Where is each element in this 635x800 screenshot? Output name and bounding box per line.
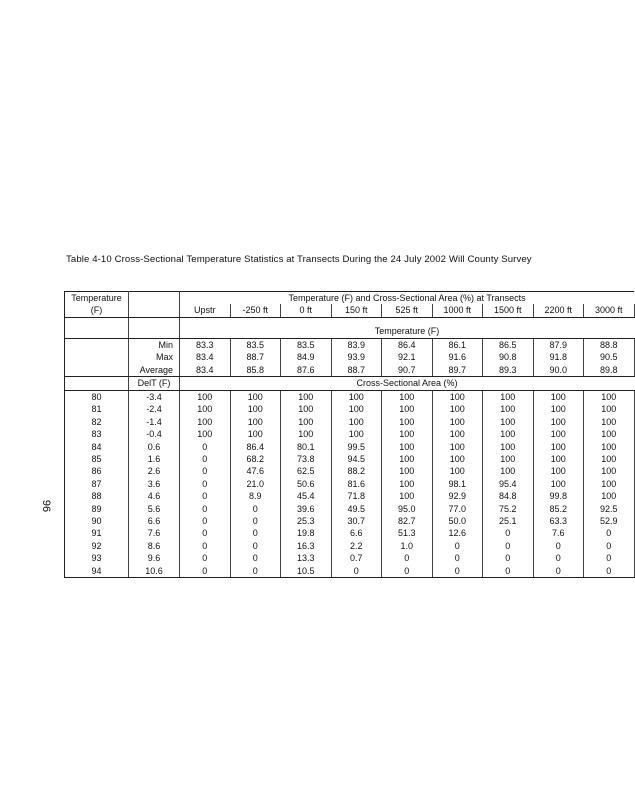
area-value: 25.3 [281, 515, 332, 527]
area-value: 0 [584, 565, 635, 578]
area-row-delt: 9.6 [129, 552, 180, 564]
area-value: 100 [331, 391, 382, 404]
area-value: 0 [533, 552, 584, 564]
column-header: -250 ft [230, 304, 281, 317]
area-value: 30.7 [331, 515, 382, 527]
area-value: 0 [180, 503, 231, 515]
stat-value: 83.5 [281, 339, 332, 352]
area-value: 0 [483, 528, 534, 540]
area-value: 100 [432, 453, 483, 465]
temperature-stat-row [65, 339, 635, 352]
area-value: 12.6 [432, 528, 483, 540]
area-value: 99.8 [533, 490, 584, 502]
area-value: 0 [230, 565, 281, 578]
area-row [65, 416, 635, 428]
stat-value: 90.5 [584, 352, 635, 364]
spacer-row [65, 317, 635, 326]
area-value: 100 [382, 404, 433, 416]
stat-value: 83.4 [180, 364, 231, 377]
area-row-temperature: 84 [65, 441, 129, 453]
area-value: 100 [281, 404, 332, 416]
empty-cell [65, 364, 129, 377]
area-value: 100 [584, 466, 635, 478]
stat-value: 89.7 [432, 364, 483, 377]
area-value: 100 [533, 404, 584, 416]
area-row-delt: -3.4 [129, 391, 180, 404]
area-row [65, 503, 635, 515]
stat-value: 83.5 [230, 339, 281, 352]
temperature-stat-row [65, 352, 635, 364]
area-value: 8.9 [230, 490, 281, 502]
area-row [65, 565, 635, 578]
area-row [65, 391, 635, 404]
area-value: 100 [230, 391, 281, 404]
area-row [65, 552, 635, 564]
area-value: 82.7 [382, 515, 433, 527]
stat-value: 90.8 [483, 352, 534, 364]
column-header: 3000 ft [584, 304, 635, 317]
area-value: 100 [432, 466, 483, 478]
area-row-temperature: 92 [65, 540, 129, 552]
area-row-delt: 3.6 [129, 478, 180, 490]
area-value: 100 [432, 429, 483, 441]
area-value: 100 [584, 453, 635, 465]
area-row-delt: 4.6 [129, 490, 180, 502]
table-caption: Table 4-10 Cross-Sectional Temperature Statistics at Transects During the 24 July 2002 Will County Survey [66, 254, 532, 265]
page-number: 96 [40, 499, 53, 513]
area-row-delt: -0.4 [129, 429, 180, 441]
area-row-delt: 8.6 [129, 540, 180, 552]
area-row-temperature: 85 [65, 453, 129, 465]
area-row [65, 540, 635, 552]
area-value: 100 [584, 478, 635, 490]
area-row-temperature: 93 [65, 552, 129, 564]
area-value: 100 [584, 490, 635, 502]
area-value: 0 [584, 528, 635, 540]
area-value: 0 [483, 552, 534, 564]
area-row-delt: 1.6 [129, 453, 180, 465]
area-value: 0 [382, 552, 433, 564]
area-value: 0 [432, 540, 483, 552]
area-value: 100 [584, 404, 635, 416]
temperature-statistics-table [64, 291, 635, 578]
area-value: 0 [230, 515, 281, 527]
stats-table-container [64, 291, 623, 578]
stat-value: 89.3 [483, 364, 534, 377]
area-value: 100 [281, 391, 332, 404]
area-row-delt: 7.6 [129, 528, 180, 540]
stat-label: Max [129, 352, 180, 364]
area-value: 88.2 [331, 466, 382, 478]
area-value: 0 [180, 453, 231, 465]
area-value: 100 [584, 429, 635, 441]
area-value: 0 [382, 565, 433, 578]
area-value: 100 [483, 466, 534, 478]
column-header: 1500 ft [483, 304, 534, 317]
area-row [65, 441, 635, 453]
area-row-delt: 2.6 [129, 466, 180, 478]
area-value: 0 [483, 540, 534, 552]
area-value: 100 [483, 416, 534, 428]
stat-value: 85.8 [230, 364, 281, 377]
area-value: 0 [180, 490, 231, 502]
area-value: 99.5 [331, 441, 382, 453]
area-value: 100 [483, 391, 534, 404]
area-value: 0.7 [331, 552, 382, 564]
area-value: 0 [180, 478, 231, 490]
area-value: 86.4 [230, 441, 281, 453]
area-row-delt: 5.6 [129, 503, 180, 515]
stat-value: 84.9 [281, 352, 332, 364]
area-value: 75.2 [483, 503, 534, 515]
area-value: 100 [432, 404, 483, 416]
area-value: 62.5 [281, 466, 332, 478]
area-value: 16.3 [281, 540, 332, 552]
header-row-group [65, 292, 635, 305]
area-row-temperature: 94 [65, 565, 129, 578]
stat-value: 86.1 [432, 339, 483, 352]
area-value: 100 [331, 429, 382, 441]
area-value: 45.4 [281, 490, 332, 502]
area-row-temperature: 89 [65, 503, 129, 515]
column-header: 0 ft [281, 304, 332, 317]
area-row-delt: 10.6 [129, 565, 180, 578]
stat-value: 86.4 [382, 339, 433, 352]
area-value: 92.5 [584, 503, 635, 515]
area-value: 100 [382, 478, 433, 490]
area-value: 100 [432, 416, 483, 428]
area-row [65, 515, 635, 527]
area-value: 0 [432, 565, 483, 578]
stat-label: Min [129, 339, 180, 352]
stat-value: 83.3 [180, 339, 231, 352]
area-value: 50.6 [281, 478, 332, 490]
area-value: 47.6 [230, 466, 281, 478]
area-value: 100 [533, 391, 584, 404]
area-row-temperature: 82 [65, 416, 129, 428]
area-value: 100 [180, 391, 231, 404]
area-value: 0 [230, 540, 281, 552]
stat-value: 88.7 [230, 352, 281, 364]
area-value: 95.4 [483, 478, 534, 490]
area-value: 0 [180, 515, 231, 527]
area-value: 0 [331, 565, 382, 578]
stat-value: 91.6 [432, 352, 483, 364]
temperature-stat-row [65, 364, 635, 377]
area-row [65, 453, 635, 465]
area-value: 100 [533, 466, 584, 478]
area-row-temperature: 90 [65, 515, 129, 527]
area-row-temperature: 83 [65, 429, 129, 441]
area-value: 100 [230, 416, 281, 428]
temperature-section-title: Temperature (F) [180, 326, 635, 339]
stat-value: 88.8 [584, 339, 635, 352]
area-value: 100 [533, 429, 584, 441]
area-value: 100 [331, 404, 382, 416]
temperature-column-header: Temperature [65, 292, 129, 305]
area-row [65, 466, 635, 478]
area-value: 100 [432, 441, 483, 453]
area-value: 68.2 [230, 453, 281, 465]
stat-value: 87.6 [281, 364, 332, 377]
area-value: 100 [533, 478, 584, 490]
stat-value: 93.9 [331, 352, 382, 364]
area-value: 100 [331, 416, 382, 428]
area-value: 81.6 [331, 478, 382, 490]
stat-value: 90.0 [533, 364, 584, 377]
area-value: 100 [382, 490, 433, 502]
area-value: 100 [533, 453, 584, 465]
area-value: 0 [432, 552, 483, 564]
area-row-delt: -1.4 [129, 416, 180, 428]
area-value: 6.6 [331, 528, 382, 540]
area-value: 63.3 [533, 515, 584, 527]
stat-value: 92.1 [382, 352, 433, 364]
stat-value: 86.5 [483, 339, 534, 352]
area-row-temperature: 87 [65, 478, 129, 490]
area-value: 0 [584, 540, 635, 552]
column-header: 525 ft [382, 304, 433, 317]
area-value: 85.2 [533, 503, 584, 515]
area-value: 100 [483, 453, 534, 465]
empty-cell [65, 339, 129, 352]
area-value: 0 [180, 466, 231, 478]
column-header: Upstr [180, 304, 231, 317]
area-value: 0 [180, 441, 231, 453]
stat-value: 83.9 [331, 339, 382, 352]
area-value: 51.3 [382, 528, 433, 540]
area-row-delt: -2.4 [129, 404, 180, 416]
area-value: 100 [584, 391, 635, 404]
area-value: 100 [483, 404, 534, 416]
area-value: 0 [483, 565, 534, 578]
area-value: 98.1 [432, 478, 483, 490]
area-value: 100 [533, 416, 584, 428]
temperature-section-title-row [65, 326, 635, 339]
column-header: 2200 ft [533, 304, 584, 317]
area-value: 94.5 [331, 453, 382, 465]
area-value: 100 [382, 429, 433, 441]
area-value: 71.8 [331, 490, 382, 502]
area-value: 92.9 [432, 490, 483, 502]
header-row-columns [65, 304, 635, 317]
area-row-delt: 6.6 [129, 515, 180, 527]
area-value: 100 [230, 429, 281, 441]
area-value: 0 [533, 540, 584, 552]
group-header: Temperature (F) and Cross-Sectional Area (%) at Transects [180, 292, 635, 305]
area-value: 100 [584, 441, 635, 453]
area-value: 100 [180, 416, 231, 428]
area-value: 13.3 [281, 552, 332, 564]
area-value: 100 [382, 416, 433, 428]
area-value: 100 [230, 404, 281, 416]
stat-value: 89.8 [584, 364, 635, 377]
area-value: 19.8 [281, 528, 332, 540]
area-value: 25.1 [483, 515, 534, 527]
stat-value: 90.7 [382, 364, 433, 377]
area-value: 39.6 [281, 503, 332, 515]
area-value: 100 [382, 453, 433, 465]
area-value: 100 [180, 404, 231, 416]
area-section-title: Cross-Sectional Area (%) [180, 377, 635, 391]
area-value: 77.0 [432, 503, 483, 515]
stat-label: Average [129, 364, 180, 377]
area-row-temperature: 86 [65, 466, 129, 478]
area-row-temperature: 81 [65, 404, 129, 416]
area-row-delt: 0.6 [129, 441, 180, 453]
delt-label: DelT (F) [129, 377, 180, 391]
area-value: 49.5 [331, 503, 382, 515]
area-value: 0 [584, 552, 635, 564]
area-value: 50.0 [432, 515, 483, 527]
area-value: 84.8 [483, 490, 534, 502]
area-value: 0 [230, 552, 281, 564]
area-value: 0 [180, 552, 231, 564]
area-value: 100 [382, 441, 433, 453]
area-row [65, 429, 635, 441]
area-row [65, 490, 635, 502]
area-row [65, 528, 635, 540]
area-value: 100 [281, 416, 332, 428]
area-section-title-row [65, 377, 635, 391]
empty-cell [65, 377, 129, 391]
area-row [65, 404, 635, 416]
area-value: 100 [180, 429, 231, 441]
area-value: 7.6 [533, 528, 584, 540]
temperature-unit-header: (F) [65, 304, 129, 317]
area-value: 100 [281, 429, 332, 441]
area-value: 80.1 [281, 441, 332, 453]
area-value: 1.0 [382, 540, 433, 552]
area-value: 0 [230, 528, 281, 540]
area-value: 0 [533, 565, 584, 578]
area-value: 100 [382, 466, 433, 478]
area-row-temperature: 80 [65, 391, 129, 404]
area-value: 100 [483, 441, 534, 453]
area-row-temperature: 91 [65, 528, 129, 540]
area-row-temperature: 88 [65, 490, 129, 502]
area-row [65, 478, 635, 490]
area-value: 0 [230, 503, 281, 515]
area-value: 0 [180, 565, 231, 578]
area-value: 52.9 [584, 515, 635, 527]
area-value: 100 [584, 416, 635, 428]
column-header: 150 ft [331, 304, 382, 317]
stat-value: 87.9 [533, 339, 584, 352]
stat-value: 88.7 [331, 364, 382, 377]
area-value: 100 [382, 391, 433, 404]
area-value: 0 [180, 528, 231, 540]
area-value: 0 [180, 540, 231, 552]
area-value: 73.8 [281, 453, 332, 465]
stat-value: 91.8 [533, 352, 584, 364]
area-value: 100 [533, 441, 584, 453]
area-value: 95.0 [382, 503, 433, 515]
column-header: 1000 ft [432, 304, 483, 317]
area-value: 10.5 [281, 565, 332, 578]
area-value: 100 [432, 391, 483, 404]
stat-value: 83.4 [180, 352, 231, 364]
area-value: 2.2 [331, 540, 382, 552]
area-value: 21.0 [230, 478, 281, 490]
empty-cell [65, 352, 129, 364]
area-value: 100 [483, 429, 534, 441]
